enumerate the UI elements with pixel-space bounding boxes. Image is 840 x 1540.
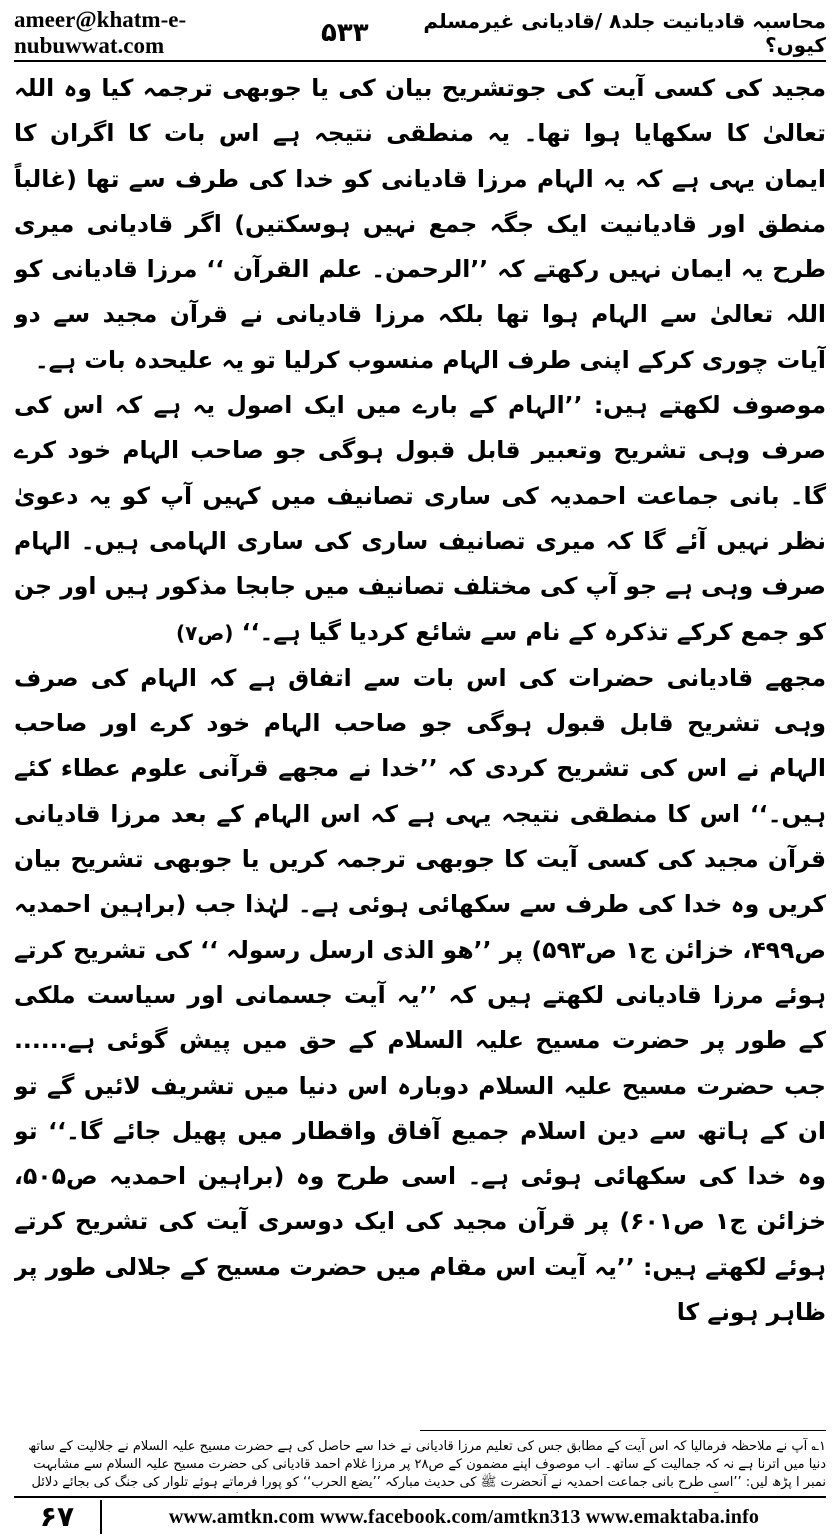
page-header [14, 7, 826, 58]
header-right [321, 9, 826, 57]
page-reference: (ص۷) [176, 620, 234, 645]
paragraph-3: مجھے قادیانی حضرات کی اس بات سے اتفاق ہے کہ الہام کی صرف وہی تشریح قابل قبول ہوگی جو صاحب الہام خود کرے اور صاحب الہام نے اس کی تشریح کردی کہ ’’خدا نے مجھے قرآنی علوم عطاء کئے ہیں۔‘‘ اس کا منطقی نتیجہ یہی ہے کہ اس الہام کے بعد مرزا قادیانی قرآن مجید کی کسی آیت کا جوبھی ترجمہ کریں یا جوبھی تشریح بیان کریں وہ خدا کی طرف سے سکھائی ہوئی ہے۔ لہٰذا جب (براہین احمدیہ ص۴۹۹، خزائن ج۱ ص۵۹۳) پر ’’ھو الذی ارسل رسولہ ‘‘ کی تشریح کرتے ہوئے مرزا قادیانی لکھتے ہیں کہ ’’یہ آیت جسمانی اور سیاست ملکی کے طور پر حضرت مسیح علیہ السلام کے حق میں پیش گوئی ہے...... جب حضرت مسیح علیہ السلام دوبارہ اس دنیا میں تشریف لائیں گے تو ان کے ہاتھ سے دین اسلام جمیع آفاق واقطار میں پھیل جائے گا۔‘‘ تو وہ خدا کی سکھائی ہوئی ہے۔ اسی طرح وہ (براہین احمدیہ ص۵۰۵، خزائن ج۱ ص۶۰۱) پر قرآن مجید کی ایک دوسری آیت کی تشریح کرتے ہوئے لکھتے ہیں: ’’یہ آیت اس مقام میں حضرت مسیح کے جلالی طور پر ظاہر ہونے کا [14, 663, 826, 1327]
paragraph-2 [14, 383, 826, 656]
main-text [14, 66, 826, 1424]
header-email: ameer@khatm-e-nubuwwat.com [14, 7, 187, 58]
header-rule [14, 60, 826, 62]
paragraph-1: مجید کی کسی آیت کی جوتشریح بیان کی یا جوبھی ترجمہ کیا وہ اللہ تعالیٰ کا سکھایا ہوا تھا۔ یہ منطقی نتیجہ ہے اس بات کا اگران کا ایمان یہی ہے کہ یہ الہام مرزا قادیانی کو خدا کی طرف سے تھا (غالباً منطق اور قادیانیت ایک جگہ جمع نہیں ہوسکتیں) اگر قادیانی میری طرح یہ ایمان نہیں رکھتے کہ ’’الرحمن۔ علم القرآن ‘‘ مرزا قادیانی کو اللہ تعالیٰ سے الہام ہوا تھا بلکہ مرزا قادیانی نے قرآن مجید سے دو آیات چوری کرکے اپنی طرف الہام منسوب کرلیا تو یہ علیحدہ بات ہے۔ [14, 74, 826, 374]
footnote-body: ۱؎ آپ نے ملاحظہ فرمالیا کہ اس آیت کے مطابق جس کی تعلیم مرزا قادیانی نے خدا سے حاصل کی ہے حضرت مسیح علیہ السلام نے جلالیت کے ساتھ دنیا میں اترنا ہے نہ کہ جمالیت کے ساتھ۔ اب موصوف اپنے مضمون کے ص۲۸ پر مرزا غلام احمد قادیانی کی حضرت مسیح علیہ السلام سے مشابہت نمبر ا پڑھ لیں: ’’اسی طرح بانی جماعت احمدیہ نے آنحضرت ﷺ کی حدیث مبارکہ ’’یضع الحرب‘‘ کو پورا فرماتے ہوئے تلوار کی جنگ کی بجائے دلائل [28, 1439, 826, 1490]
header-title: محاسبہ قادیانیت جلد۸ /قادیانی غیرمسلم کیوں؟ [423, 9, 826, 57]
header-page-number: ۵۳۳ [320, 18, 369, 48]
paragraph-2-text: موصوف لکھتے ہیں: ’’الہام کے بارے میں ایک اصول یہ ہے کہ اس کی صرف وہی تشریح وتعبیر قابل قبول ہوگی جو صاحب الہام خود کرے گا۔ بانی جماعت احمدیہ کی ساری تصانیف میں کہیں آپ کو یہ دعویٰ نظر نہیں آئے گا کہ میری تصانیف ساری کی ساری الہامی ہیں۔ الہام صرف وہی ہے جو آپ کی مختلف تصانیف میں جابجا مذکور ہیں اور جن کو جمع کرکے تذکرہ کے نام سے شائع کردیا گیا ہے۔‘‘ [14, 391, 826, 646]
footer-links[interactable]: www.amtkn.com www.facebook.com/amtkn313 www.emaktaba.info [168, 1505, 760, 1528]
footnote-separator [420, 1430, 826, 1431]
footer-page-number: ۶۷ [14, 1500, 102, 1534]
footnote [14, 1438, 826, 1493]
footer-rule [14, 1496, 826, 1498]
page-footer [14, 1500, 826, 1534]
footnote-text [14, 1438, 826, 1493]
